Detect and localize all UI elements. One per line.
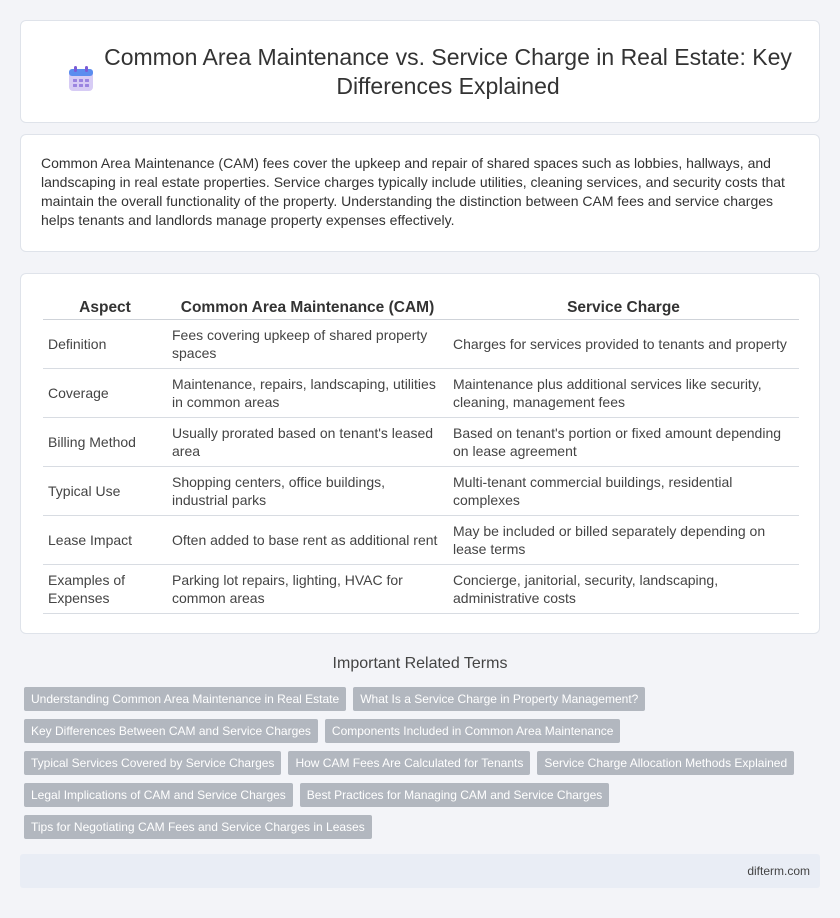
intro-card bbox=[20, 134, 820, 252]
row-service-charge: Multi-tenant commercial buildings, residential complexes bbox=[448, 467, 799, 516]
related-term-link[interactable]: Best Practices for Managing CAM and Service Charges bbox=[300, 783, 609, 807]
row-cam: Maintenance, repairs, landscaping, utilities in common areas bbox=[167, 369, 448, 418]
row-cam: Parking lot repairs, lighting, HVAC for common areas bbox=[167, 565, 448, 614]
related-term-link[interactable]: Typical Services Covered by Service Charges bbox=[24, 751, 281, 775]
row-service-charge: May be included or billed separately depending on lease terms bbox=[448, 516, 799, 565]
header-aspect: Aspect bbox=[43, 295, 167, 320]
footer bbox=[20, 854, 820, 888]
table-header-row bbox=[43, 295, 799, 320]
related-term-link[interactable]: Key Differences Between CAM and Service Charges bbox=[24, 719, 318, 743]
related-term-link[interactable]: What Is a Service Charge in Property Management? bbox=[353, 687, 645, 711]
related-term-link[interactable]: Service Charge Allocation Methods Explained bbox=[537, 751, 794, 775]
table-row bbox=[43, 516, 799, 565]
row-aspect: Lease Impact bbox=[43, 516, 167, 565]
row-aspect: Billing Method bbox=[43, 418, 167, 467]
row-aspect: Typical Use bbox=[43, 467, 167, 516]
comparison-table bbox=[43, 295, 799, 614]
footer-site-name[interactable]: difterm.com bbox=[747, 864, 810, 878]
row-cam: Usually prorated based on tenant's leased area bbox=[167, 418, 448, 467]
table-row bbox=[43, 565, 799, 614]
related-term-link[interactable]: Tips for Negotiating CAM Fees and Service Charges in Leases bbox=[24, 815, 372, 839]
row-service-charge: Based on tenant's portion or fixed amount depending on lease agreement bbox=[448, 418, 799, 467]
row-cam: Shopping centers, office buildings, industrial parks bbox=[167, 467, 448, 516]
table-row bbox=[43, 467, 799, 516]
row-cam: Often added to base rent as additional rent bbox=[167, 516, 448, 565]
table-row bbox=[43, 320, 799, 369]
row-aspect: Definition bbox=[43, 320, 167, 369]
header-card bbox=[20, 20, 820, 123]
page-title: Common Area Maintenance vs. Service Charge in Real Estate: Key Differences Explained bbox=[104, 43, 792, 99]
related-term-link[interactable]: Understanding Common Area Maintenance in Real Estate bbox=[24, 687, 346, 711]
row-service-charge: Concierge, janitorial, security, landscaping, administrative costs bbox=[448, 565, 799, 614]
table-row bbox=[43, 369, 799, 418]
related-terms-title: Important Related Terms bbox=[332, 655, 508, 672]
header-service-charge: Service Charge bbox=[448, 295, 799, 320]
intro-paragraph: Common Area Maintenance (CAM) fees cover the upkeep and repair of shared spaces such as lobbies, hallways, and landscaping in real estate properties. Service charges typically include utilities, cleaning services, and security costs that maintain the overall functionality of the property. Understanding the distinction between CAM fees and service charges helps tenants and landlords manage property expenses effectively. bbox=[41, 155, 785, 228]
related-term-link[interactable]: How CAM Fees Are Calculated for Tenants bbox=[288, 751, 530, 775]
row-cam: Fees covering upkeep of shared property spaces bbox=[167, 320, 448, 369]
row-service-charge: Maintenance plus additional services like security, cleaning, management fees bbox=[448, 369, 799, 418]
related-terms-list bbox=[24, 687, 804, 839]
row-aspect: Coverage bbox=[43, 369, 167, 418]
row-aspect: Examples of Expenses bbox=[43, 565, 167, 614]
row-service-charge: Charges for services provided to tenants and property bbox=[448, 320, 799, 369]
table-row bbox=[43, 418, 799, 467]
header-cam: Common Area Maintenance (CAM) bbox=[167, 295, 448, 320]
comparison-table-card bbox=[20, 273, 820, 634]
related-term-link[interactable]: Legal Implications of CAM and Service Charges bbox=[24, 783, 293, 807]
related-term-link[interactable]: Components Included in Common Area Maintenance bbox=[325, 719, 621, 743]
